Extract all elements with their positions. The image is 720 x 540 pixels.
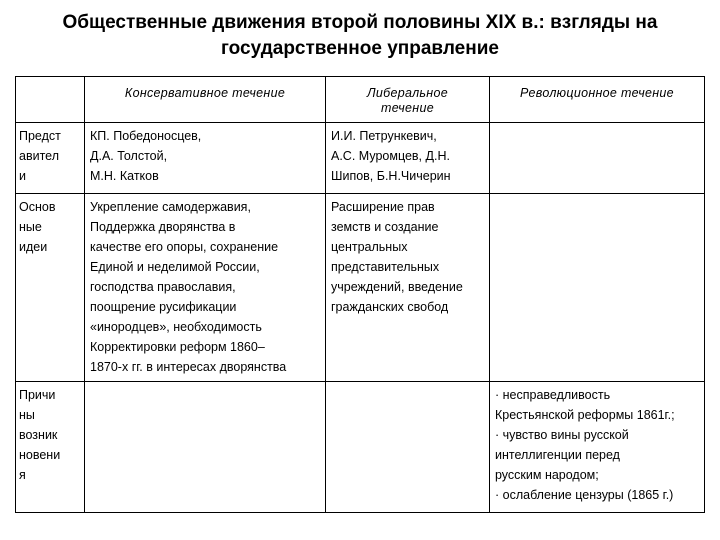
cell-line: Поддержка дворянства в bbox=[90, 220, 236, 234]
movements-table bbox=[15, 76, 705, 513]
cell-ideas-revolutionary bbox=[490, 194, 705, 382]
cell-line: представительных bbox=[331, 260, 440, 274]
cell-line: 1870-х гг. в интересах дворянства bbox=[90, 360, 287, 374]
cell-line: новени bbox=[19, 448, 61, 462]
cell-line: ны bbox=[19, 408, 35, 422]
row-label-causes bbox=[16, 382, 85, 513]
cell-line: Крестьянской реформы 1861г.; bbox=[495, 408, 675, 422]
cell-line: И.И. Петрункевич, bbox=[331, 129, 437, 143]
cell-line: М.Н. Катков bbox=[90, 169, 159, 183]
cell-line: · несправедливость bbox=[495, 388, 611, 402]
cell-representatives-conservative bbox=[85, 123, 326, 194]
cell-line: Предст bbox=[19, 129, 61, 143]
cell-line: · чувство вины русской bbox=[495, 428, 629, 442]
cell-line: КП. Победоносцев, bbox=[90, 129, 202, 143]
row-label-representatives bbox=[16, 123, 85, 194]
page-title bbox=[20, 10, 700, 62]
cell-line: центральных bbox=[331, 240, 408, 254]
cell-line: Д.А. Толстой, bbox=[90, 149, 168, 163]
cell-representatives-revolutionary bbox=[490, 123, 705, 194]
cell-line: Корректировки реформ 1860– bbox=[90, 340, 265, 354]
cell-line: Причи bbox=[19, 388, 56, 402]
cell-causes-liberal bbox=[326, 382, 490, 513]
cell-line: интеллигенции перед bbox=[495, 448, 620, 462]
cell-line: и bbox=[19, 169, 26, 183]
cell-line: Единой и неделимой России, bbox=[90, 260, 260, 274]
cell-ideas-conservative bbox=[85, 194, 326, 382]
cell-line: я bbox=[19, 468, 26, 482]
cell-line: поощрение русификации bbox=[90, 300, 237, 314]
cell-line: русским народом; bbox=[495, 468, 599, 482]
cell-causes-revolutionary bbox=[490, 382, 705, 513]
header-liberal-line-2: течение bbox=[381, 101, 434, 115]
cell-representatives-liberal bbox=[326, 123, 490, 194]
title-line-1: Общественные движения второй половины XIX в.: взгляды на bbox=[62, 12, 658, 33]
cell-line: гражданских свобод bbox=[331, 300, 449, 314]
cell-line: возник bbox=[19, 428, 58, 442]
cell-ideas-liberal bbox=[326, 194, 490, 382]
row-main-ideas bbox=[16, 194, 705, 382]
cell-line: авител bbox=[19, 149, 59, 163]
header-empty bbox=[16, 77, 85, 123]
row-causes bbox=[16, 382, 705, 513]
header-liberal bbox=[326, 77, 490, 123]
row-representatives bbox=[16, 123, 705, 194]
header-revolutionary: Революционное течение bbox=[490, 77, 705, 123]
title-line-2: государственное управление bbox=[221, 38, 499, 59]
cell-line: · ослабление цензуры (1865 г.) bbox=[495, 488, 674, 502]
cell-line: качестве его опоры, сохранение bbox=[90, 240, 279, 254]
header-conservative: Консервативное течение bbox=[85, 77, 326, 123]
cell-line: А.С. Муромцев, Д.Н. bbox=[331, 149, 450, 163]
row-label-main-ideas bbox=[16, 194, 85, 382]
header-liberal-line-1: Либеральное bbox=[367, 86, 448, 100]
cell-line: Шипов, Б.Н.Чичерин bbox=[331, 169, 451, 183]
cell-line: господства православия, bbox=[90, 280, 236, 294]
cell-line: Укрепление самодержавия, bbox=[90, 200, 251, 214]
cell-line: земств и создание bbox=[331, 220, 439, 234]
cell-causes-conservative bbox=[85, 382, 326, 513]
cell-line: идеи bbox=[19, 240, 48, 254]
header-row bbox=[16, 77, 705, 123]
cell-line: ные bbox=[19, 220, 42, 234]
cell-line: учреждений, введение bbox=[331, 280, 463, 294]
cell-line: «инородцев», необходимость bbox=[90, 320, 262, 334]
cell-line: Основ bbox=[19, 200, 56, 214]
cell-line: Расширение прав bbox=[331, 200, 435, 214]
